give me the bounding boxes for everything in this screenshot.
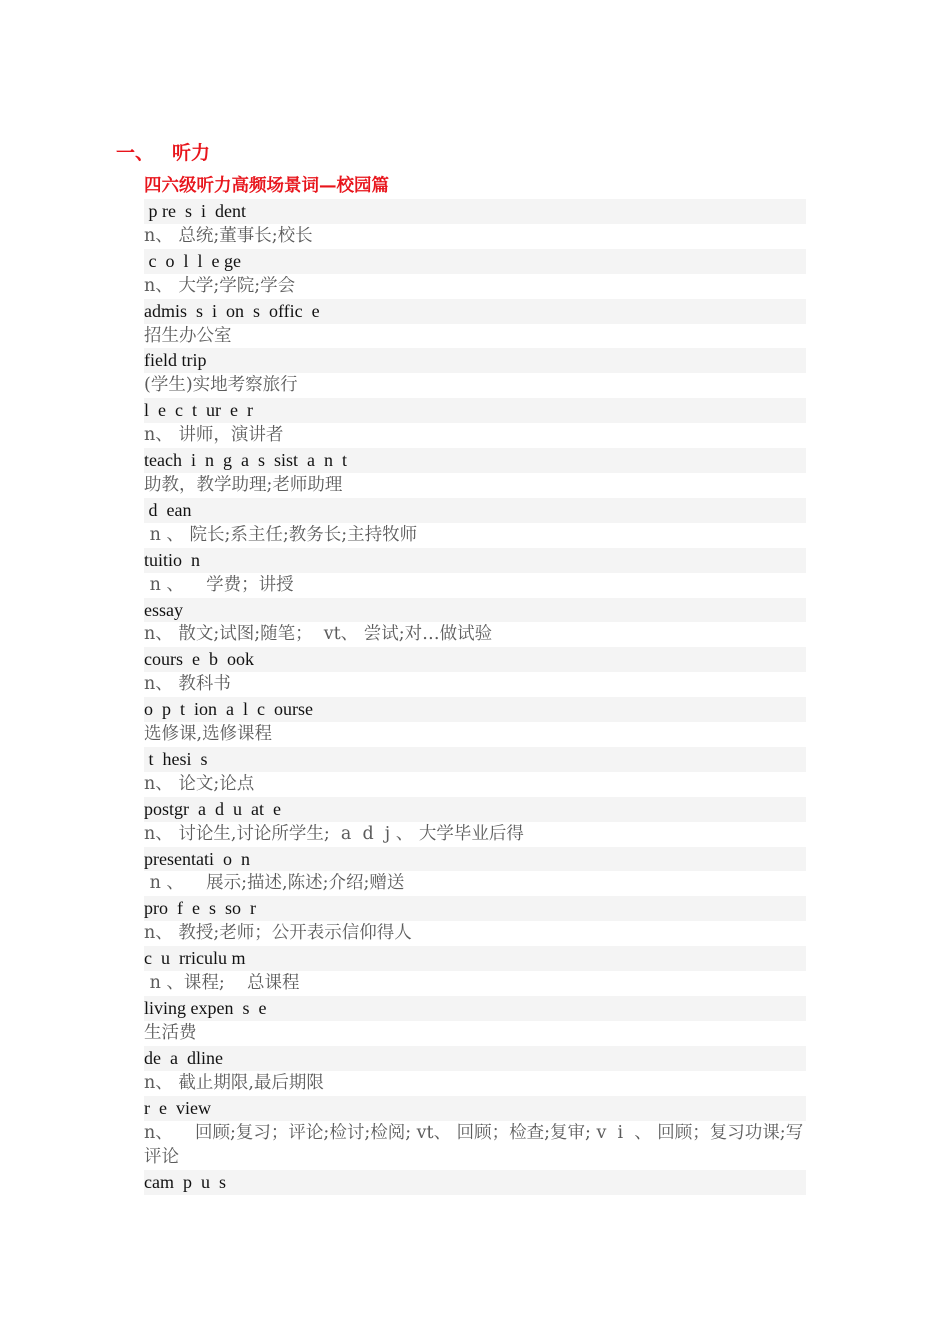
vocab-term: cours e b ook xyxy=(144,647,806,672)
vocab-definition: 选修课,选修课程 xyxy=(144,724,273,745)
vocab-term: tuitio n xyxy=(144,548,806,573)
vocab-definition: n 、 院长;系主任;教务长;主持牧师 xyxy=(144,524,418,545)
vocab-term: p re s i dent xyxy=(144,199,806,224)
vocab-definition: (学生)实地考察旅行 xyxy=(144,375,298,396)
vocab-definition: n、 截止期限,最后期限 xyxy=(144,1072,324,1093)
vocab-term: r e view xyxy=(144,1096,806,1121)
vocab-definition: n、 总统;董事长;校长 xyxy=(144,225,313,246)
subheading: 四六级听力高频场景词—校园篇 xyxy=(144,176,389,196)
section-title: 听力 xyxy=(172,141,211,164)
vocab-definition: n 、 展示;描述,陈述;介绍;赠送 xyxy=(144,873,405,894)
vocab-term: cam p u s xyxy=(144,1170,806,1195)
vocab-term: living expen s e xyxy=(144,996,806,1021)
vocab-term: o p t ion a l c ourse xyxy=(144,697,806,722)
section-number: 一、 xyxy=(116,141,155,164)
vocab-term: postgr a d u at e xyxy=(144,797,806,822)
vocab-term: c o l l e ge xyxy=(144,249,806,274)
vocab-definition: n、 大学;学院;学会 xyxy=(144,275,296,296)
vocab-definition: n、 回顾;复习；评论;检讨;检阅; vt、 回顾；检查;复审; v i 、 回顾；复习功课;写评论 xyxy=(144,1122,804,1168)
vocab-term: presentati o n xyxy=(144,847,806,872)
section-heading xyxy=(116,138,210,164)
vocab-definition: n、 散文;试图;随笔； vt、 尝试;对…做试验 xyxy=(144,624,493,645)
vocab-term: pro f e s so r xyxy=(144,896,806,921)
vocab-definition: n、 讨论生,讨论所学生; a d j 、 大学毕业后得 xyxy=(144,823,524,844)
vocab-term: de a dline xyxy=(144,1046,806,1071)
vocab-term: l e c t ur e r xyxy=(144,398,806,423)
vocabulary-list xyxy=(144,199,806,1195)
vocab-term: admis s i on s offic e xyxy=(144,299,806,324)
vocab-definition: n、 教科书 xyxy=(144,674,231,695)
vocab-definition: 招生办公室 xyxy=(144,325,232,346)
vocab-definition: n、 教授;老师；公开表示信仰得人 xyxy=(144,923,412,944)
vocab-definition: n、 论文;论点 xyxy=(144,773,255,794)
vocab-definition: 生活费 xyxy=(144,1022,197,1043)
vocab-term: field trip xyxy=(144,348,806,373)
vocab-term: t hesi s xyxy=(144,747,806,772)
vocab-term: essay xyxy=(144,598,806,623)
vocab-definition: n 、课程; 总课程 xyxy=(144,973,300,994)
vocab-definition: n、 讲师，演讲者 xyxy=(144,425,284,446)
vocab-term: c u rriculu m xyxy=(144,946,806,971)
vocab-term: teach i n g a s sist a n t xyxy=(144,448,806,473)
vocab-term: d ean xyxy=(144,498,806,523)
vocab-definition: n 、 学费；讲授 xyxy=(144,574,294,595)
vocab-definition: 助教，教学助理;老师助理 xyxy=(144,474,343,495)
